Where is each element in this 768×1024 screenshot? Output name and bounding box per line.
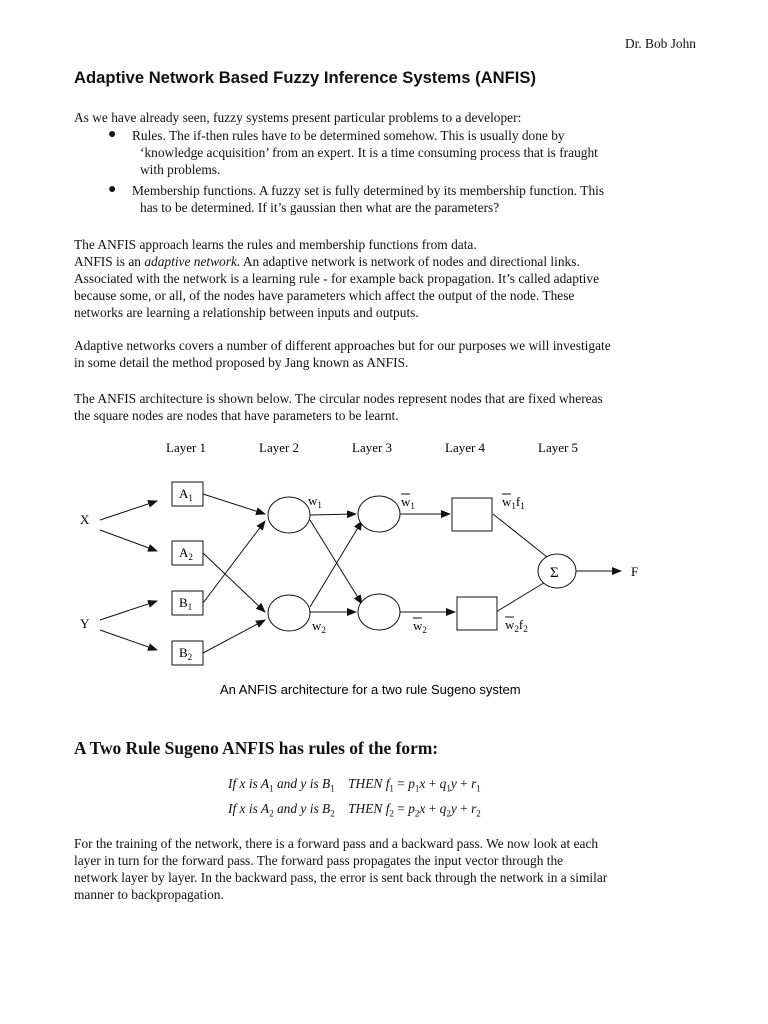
layer-label: Layer 3: [352, 440, 393, 455]
text-line: For the training of the network, there is a forward pass and a backward pass. We now look at each: [74, 836, 599, 851]
anfis-architecture-diagram: [0, 430, 768, 710]
layer4-node-2: [457, 597, 497, 630]
text-line: because some, or all, of the nodes have parameters which affect the output of the node. These: [74, 288, 575, 303]
svg-text:A1: $A_1$: [179, 486, 193, 503]
svg-text:A2: $A_2$: [179, 545, 193, 562]
list-item: [74, 182, 714, 216]
bullet-line: Membership functions. A fuzzy set is fully determined by its membership function. This: [132, 183, 605, 198]
layer-label: Layer 4: [445, 440, 486, 455]
text-line: the square nodes are nodes that have parameters to be learnt.: [74, 408, 399, 423]
output-f-label: F: [631, 564, 639, 579]
text-span: An adaptive network is network of nodes and directional links.: [240, 254, 580, 269]
text-line: networks are learning a relationship between inputs and outputs.: [74, 305, 419, 320]
w2-label: $w_2$: [312, 618, 326, 635]
bullet-line: has to be determined. If it’s gaussian then what are the parameters?: [140, 200, 500, 215]
emphasis-text: adaptive network.: [144, 254, 241, 269]
architecture-paragraph: [74, 390, 704, 424]
problem-list: [74, 127, 714, 220]
rule-line: If x is $A_1$ and y is $B_1$ THEN $f_1 = p_1x + q_1y + r_1$: [228, 776, 481, 794]
section-heading: A Two Rule Sugeno ANFIS has rules of the form:: [74, 738, 439, 758]
layer4-node-1: [452, 498, 492, 531]
node-b2: [172, 641, 203, 665]
text-line: layer in turn for the forward pass. The forward pass propagates the input vector through the: [74, 853, 564, 868]
wbar1-label: [401, 494, 415, 511]
input-y-label: Y: [80, 616, 90, 631]
bullet-icon: ●: [108, 127, 117, 142]
text-line: manner to backpropagation.: [74, 887, 224, 902]
intro-paragraph: As we have already seen, fuzzy systems present particular problems to a developer:: [74, 110, 522, 125]
author-name: Dr. Bob John: [624, 36, 696, 51]
wf2-label: [505, 617, 528, 634]
text-span: ANFIS is an: [74, 254, 145, 269]
rule-line: If x is $A_2$ and y is $B_2$ THEN $f_2 = p_2x + q_2y + r_2$: [228, 800, 481, 819]
svg-text:w1: $w_1$: [401, 494, 415, 511]
page-title: Adaptive Network Based Fuzzy Inference Systems (ANFIS): [74, 68, 536, 87]
layer3-node-1: [358, 496, 400, 532]
bullet-line: Rules. The if-then rules have to be determined somehow. This is usually done by: [132, 128, 565, 143]
node-a1: [172, 482, 203, 506]
bullet-line: with problems.: [140, 162, 221, 177]
svg-text:B1: $B_1$: [179, 595, 193, 612]
adaptive-networks-paragraph: [74, 337, 704, 371]
text-line: network layer by layer. In the backward pass, the error is sent back through the network in a similar: [74, 870, 608, 885]
anfis-paragraph: [74, 236, 704, 321]
layer-label: Layer 1: [166, 440, 207, 455]
wbar2-label: [413, 618, 427, 635]
text-line: [74, 253, 704, 270]
training-paragraph: [74, 835, 704, 903]
input-x-label: X: [80, 512, 90, 527]
text-line: Associated with the network is a learning rule - for example back propagation. It’s called adaptive: [74, 271, 600, 286]
layer2-node-1: [268, 497, 310, 533]
list-item: [74, 127, 714, 178]
bullet-line: ‘knowledge acquisition’ from an expert. It is a time consuming process that is fraught: [140, 145, 598, 160]
text-line: Adaptive networks covers a number of different approaches but for our purposes we will investigate: [74, 338, 611, 353]
layer2-node-2: [268, 595, 310, 631]
layer-label: Layer 5: [538, 440, 579, 455]
svg-text:B2: $B_2$: [179, 645, 193, 662]
rules-block: [228, 774, 481, 823]
svg-text:w2f2: $w_2f_2$: [505, 617, 528, 634]
node-b1: [172, 591, 203, 615]
w1-label: $w_1$: [308, 493, 322, 510]
text-line: The ANFIS architecture is shown below. The circular nodes represent nodes that are fixed whereas: [74, 391, 603, 406]
bullet-icon: ●: [108, 182, 117, 197]
layer-label: Layer 2: [259, 440, 300, 455]
text-line: The ANFIS approach learns the rules and membership functions from data.: [74, 237, 477, 252]
sigma-symbol: Σ: [550, 565, 559, 581]
diagram-caption: An ANFIS architecture for a two rule Sugeno system: [220, 682, 521, 697]
svg-text:w1f1: $w_1f_1$: [502, 494, 525, 511]
svg-text:w2: $w_2$: [413, 618, 427, 635]
text-line: in some detail the method proposed by Jang known as ANFIS.: [74, 355, 409, 370]
wf1-label: [502, 494, 525, 511]
node-a2: [172, 541, 203, 565]
layer3-node-2: [358, 594, 400, 630]
